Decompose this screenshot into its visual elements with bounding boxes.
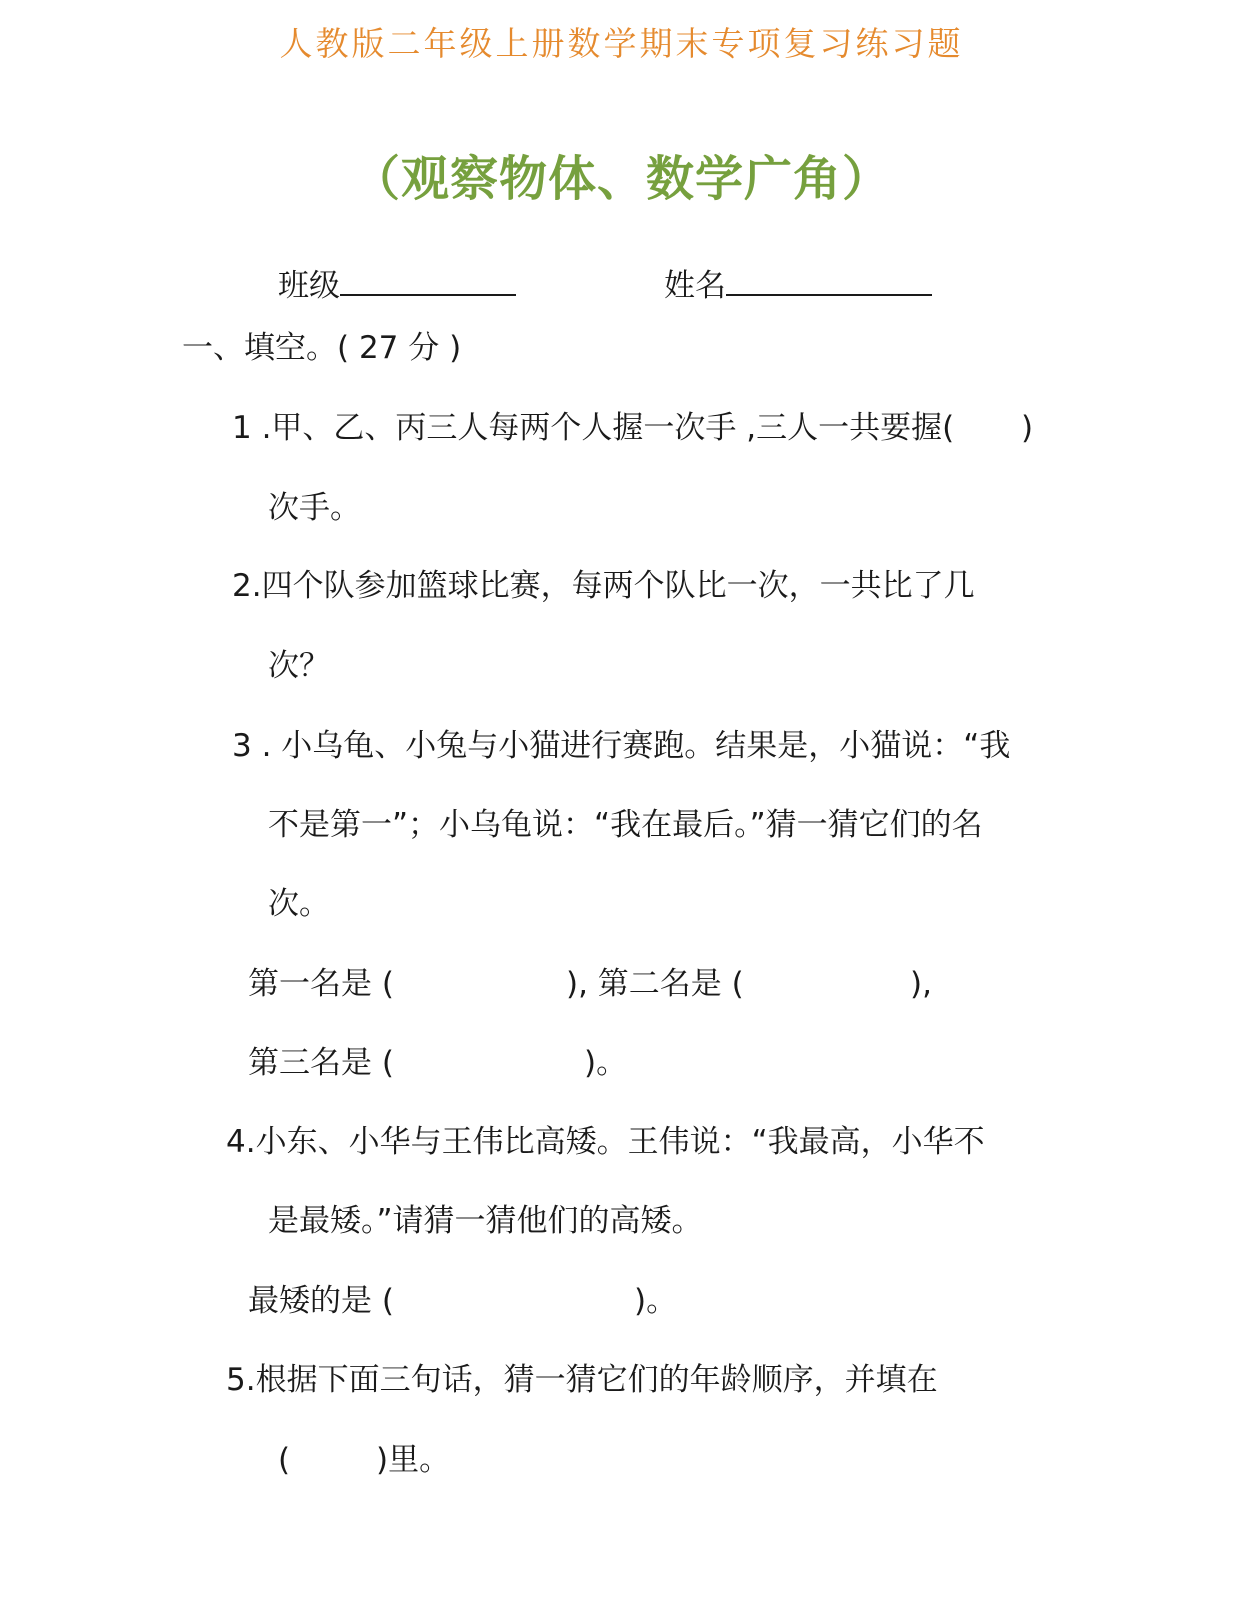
- q3-line1: 3 . 小乌龟、小兔与小猫进行赛跑。结果是，小猫说：“我: [232, 728, 1011, 764]
- q3-first-label: 第一名是 (: [248, 966, 394, 1002]
- q5-line2-open: (: [278, 1442, 291, 1478]
- q4-line2: 是最矮。”请猜一猜他们的高矮。: [268, 1203, 703, 1239]
- q5-line2-close: )里。: [376, 1442, 451, 1478]
- document-header: 人教版二年级上册数学期末专项复习练习题: [279, 24, 964, 63]
- q3-first-close: ), 第二名是 (: [566, 966, 744, 1002]
- q3-third-label: 第三名是 (: [248, 1045, 394, 1081]
- q4-line1: 4.小东、小华与王伟比高矮。王伟说：“我最高，小华不: [226, 1124, 985, 1160]
- section-title: 一、填空。( 27 分 ): [182, 330, 462, 366]
- class-label: 班级: [278, 268, 340, 304]
- q4-answer-label: 最矮的是 (: [248, 1283, 394, 1319]
- q1-answer-close: ): [1021, 410, 1034, 446]
- q2-line2: 次？: [268, 648, 330, 684]
- document-subtitle: （观察物体、数学广角）: [351, 151, 891, 207]
- q1-line1: 1 .甲、乙、丙三人每两个人握一次手 ,三人一共要握(: [232, 410, 955, 446]
- class-field: [278, 266, 516, 306]
- q3-second-close: ),: [910, 966, 932, 1002]
- q3-line3: 次。: [268, 886, 330, 922]
- q3-third-close: )。: [584, 1045, 628, 1081]
- class-blank[interactable]: [340, 266, 516, 296]
- q5-line1: 5.根据下面三句话，猜一猜它们的年龄顺序，并填在: [226, 1362, 938, 1398]
- name-field: [664, 266, 932, 306]
- q2-line1: 2.四个队参加篮球比赛，每两个队比一次，一共比了几: [232, 568, 975, 604]
- q4-answer-close: )。: [634, 1283, 678, 1319]
- name-blank[interactable]: [726, 266, 932, 296]
- q3-line2: 不是第一”；小乌龟说：“我在最后。”猜一猜它们的名: [268, 807, 983, 843]
- name-label: 姓名: [664, 268, 726, 304]
- q1-line2: 次手。: [268, 490, 361, 526]
